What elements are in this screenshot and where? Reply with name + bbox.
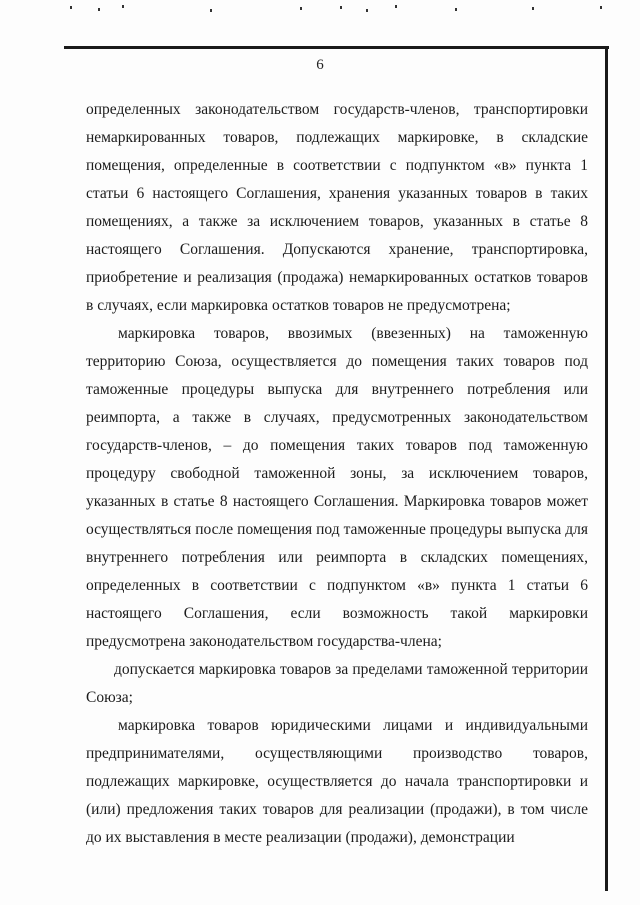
paragraph-2: маркировка товаров, ввозимых (ввезенных) на таможенную территорию Союза, осуществляется до помещения таких товаров под таможенные процедуры выпуска для внутреннего потребления или реимпорта, а также в случаях, предусмотренных законодательством государств-членов, – до помещения таких товаров под таможенную процедуру свободной таможенной зоны, за исключением товаров, указанных в статье 8 настоящего Соглашения. Маркировка товаров может осуществляться после помещения под таможенные процедуры выпуска для внутреннего потребления или реимпорта в складских помещениях, определенных в соответствии с подпунктом «в» пункта 1 статьи 6 настоящего Соглашения, если возможность такой маркировки предусмотрена законодательством государства-члена; (86, 325, 588, 650)
right-border-line (605, 46, 608, 891)
paragraph-3: допускается маркировка товаров за пределами таможенной территории Союза; (86, 661, 588, 706)
document-body (86, 96, 588, 852)
top-border-line (64, 46, 609, 49)
page-number: 6 (316, 57, 324, 73)
paragraph-4: маркировка товаров юридическими лицами и индивидуальными предпринимателями, осуществляющими производство товаров, подлежащих маркировке, осуществляется до начала транспортировки и (или) предложения таких товаров для реализации (продажи), в том числе до их выставления в месте реализации (продажи), демонстрации (86, 717, 588, 846)
paragraph-1: определенных законодательством государств-членов, транспортировки немаркированных товаров, подлежащих маркировке, в складские помещения, определенные в соответствии с подпунктом «в» пункта 1 статьи 6 настоящего Соглашения, хранения указанных товаров в таких помещениях, а также за исключением товаров, указанных в статье 8 настоящего Соглашения. Допускаются хранение, транспортировка, приобретение и реализация (продажа) немаркированных остатков товаров в случаях, если маркировка остатков товаров не предусмотрена; (86, 101, 588, 314)
scan-noise (0, 0, 640, 20)
